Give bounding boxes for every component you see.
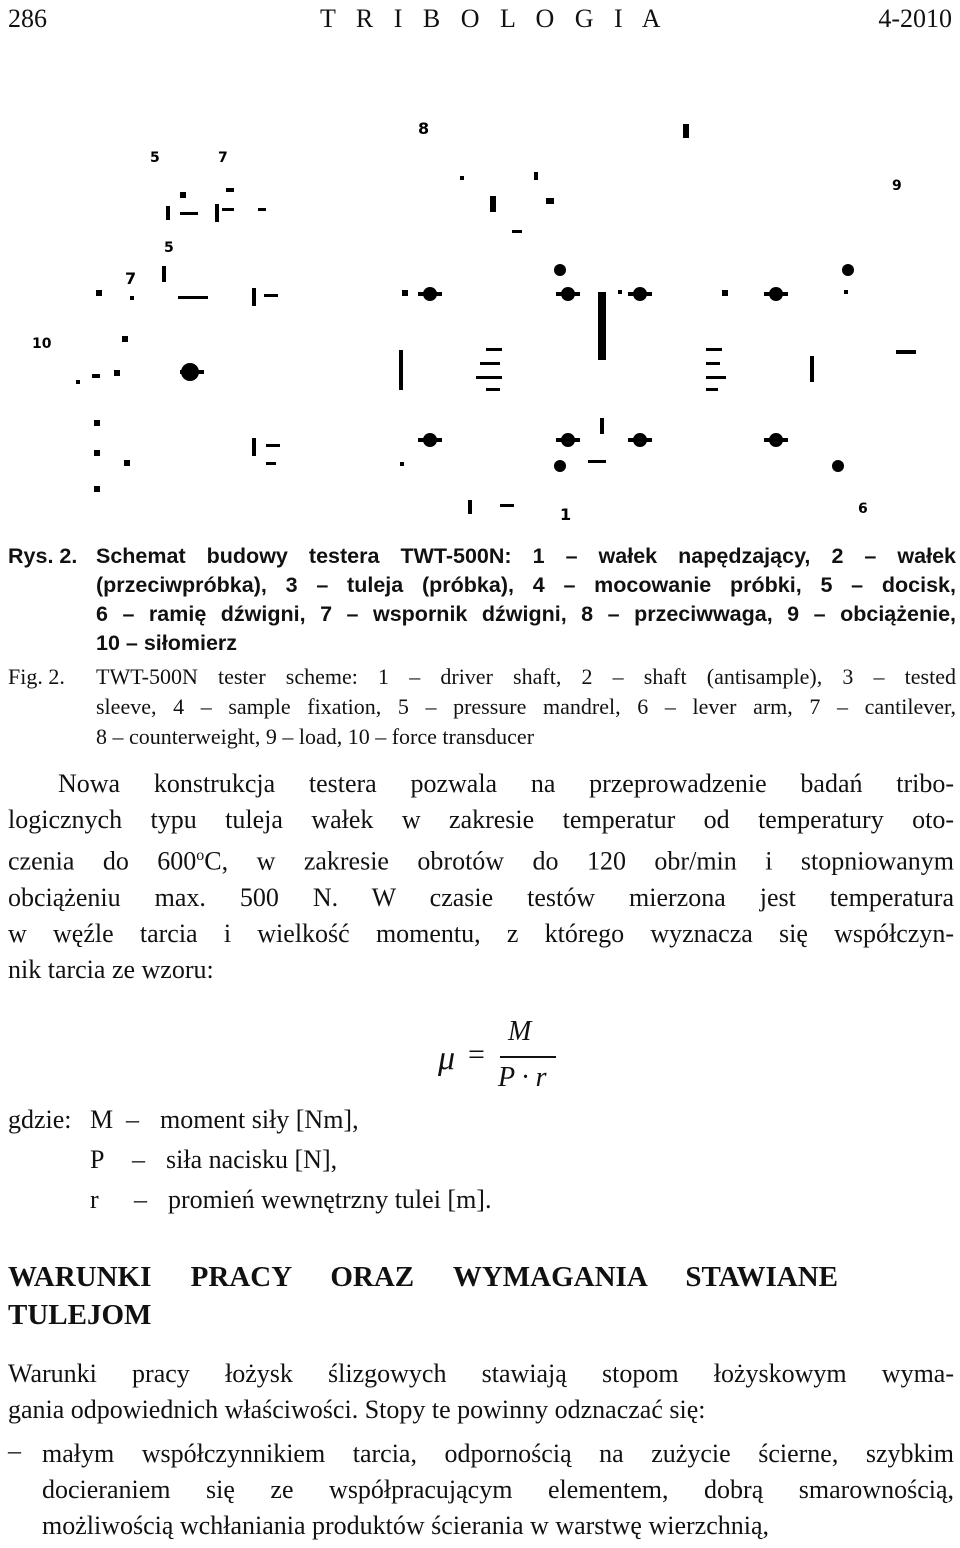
page-number: 286 [8, 4, 47, 33]
where-symbol: r [90, 1185, 99, 1214]
caption-line: 8 – counterweight, 9 – load, 10 – force transducer [96, 724, 535, 749]
caption-line: 10 – siłomierz [96, 631, 238, 655]
formula-numerator: M [508, 1016, 532, 1047]
section-heading [8, 1258, 838, 1334]
figure-label: 7 [125, 269, 137, 288]
scheme-fragments [76, 172, 916, 514]
bullet-marker: – [8, 1436, 21, 1465]
figure-label: 5 [164, 240, 174, 256]
heading-line: WARUNKI PRACY ORAZ WYMAGANIA STAWIANE [8, 1261, 838, 1293]
text-line: logicznych typu tuleja wałek w zakresie temperatur od temperatury oto- [8, 805, 954, 834]
where-dash: – [134, 1185, 147, 1214]
figure-label: 5 [150, 150, 160, 166]
bullet-item [42, 1436, 954, 1544]
caption-en-text [96, 662, 956, 752]
caption-en-label: Fig. 2. [8, 664, 65, 689]
caption-line: 6 – ramię dźwigni, 7 – wspornik dźwigni, 8 – przeciwwaga, 9 – obciążenie, [96, 602, 956, 626]
body-paragraph [8, 1356, 954, 1428]
text-line: obciążeniu max. 500 N. W czasie testów mierzona jest temperatura [8, 882, 954, 912]
where-dash: – [126, 1105, 139, 1134]
fraction-bar [500, 1056, 556, 1058]
text-line: Nowa konstrukcja testera pozwala na przeprowadzenie badań tribo- [58, 769, 954, 798]
text-span: C, w zakresie obrotów do 120 obr/min i stopniowanym [204, 846, 954, 876]
formula-equals: = [468, 1038, 485, 1071]
tester-scheme-figure [0, 100, 960, 530]
body-paragraph [8, 766, 954, 988]
formula-denominator: P · r [498, 1062, 547, 1093]
where-symbol: M [90, 1105, 114, 1134]
where-symbol: P [90, 1145, 105, 1174]
text-line [8, 838, 954, 880]
journal-title: T R I B O L O G I A [320, 4, 668, 33]
caption-pl-label: Rys. 2. [8, 544, 78, 568]
text-line: gania odpowiednich właściwości. Stopy te powinny odznaczać się: [8, 1395, 706, 1424]
caption-line: TWT-500N tester scheme: 1 – driver shaft, 2 – shaft (antisample), 3 – tested [96, 664, 956, 689]
figure-label: 1 [560, 505, 572, 524]
text-line: w węźle tarcia i wielkość momentu, z którego wyznacza się współczyn- [8, 918, 954, 948]
caption-line: (przeciwpróbka), 3 – tuleja (próbka), 4 – mocowanie próbki, 5 – docisk, [96, 573, 956, 597]
figure-label: 8 [418, 119, 430, 138]
figure-label: 7 [218, 150, 228, 166]
text-line: docieraniem się ze współpracującym elementem, dobrą smarownością, [42, 1475, 954, 1504]
where-desc: promień wewnętrzny tulei [m]. [168, 1185, 492, 1214]
where-desc: siła nacisku [N], [166, 1145, 338, 1174]
where-desc: moment siły [Nm], [160, 1105, 359, 1134]
formula-lhs: μ [438, 1040, 456, 1077]
bearing-marks [180, 264, 854, 472]
where-dash: – [132, 1145, 145, 1174]
figure-label: 10 [32, 336, 52, 352]
text-line: małym współczynnikiem tarcia, odpornością na zużycie ścierne, szybkim [42, 1439, 954, 1468]
where-intro: gdzie: [8, 1105, 72, 1134]
heading-line: TULEJOM [8, 1299, 152, 1331]
text-line: możliwością wchłaniania produktów ścierania w warstwę wierzchnią, [42, 1511, 770, 1540]
issue-number: 4-2010 [878, 4, 952, 33]
superscript: o [196, 847, 205, 864]
figure-label: 9 [892, 178, 902, 194]
text-line: Warunki pracy łożysk ślizgowych stawiają stopom łożyskowym wyma- [8, 1359, 954, 1388]
text-span: czenia do 600 [8, 846, 197, 876]
friction-formula [438, 1018, 578, 1098]
figure-label: 6 [858, 501, 868, 517]
caption-line: sleeve, 4 – sample fixation, 5 – pressure mandrel, 6 – lever arm, 7 – cantilever, [96, 694, 956, 719]
caption-line: Schemat budowy testera TWT-500N: 1 – wałek napędzający, 2 – wałek [96, 544, 956, 568]
caption-pl-text [96, 542, 956, 658]
text-line: nik tarcia ze wzoru: [8, 954, 214, 984]
